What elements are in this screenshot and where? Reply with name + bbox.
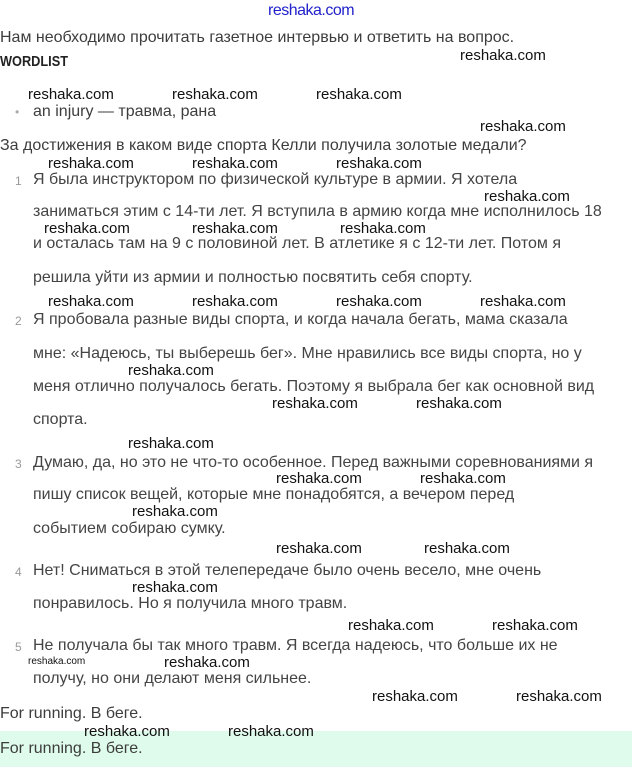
site-logo[interactable]: reshaka.com — [268, 2, 355, 19]
wordlist-item: an injury — травма, рана — [33, 103, 217, 120]
question-text: За достижения в каком виде спорта Келли получила золотые медали? — [0, 137, 527, 154]
watermark-text-small: reshaka.com — [28, 656, 86, 667]
intro-text: Нам необходимо прочитать газетное интервью и ответить на вопрос. — [0, 29, 515, 46]
paragraph-line: решила уйти из армии и полностью посвятить себя спорту. — [33, 269, 473, 286]
watermark-text: reshaka.com — [228, 723, 314, 740]
watermark-text: reshaka.com — [492, 617, 578, 634]
paragraph-line: получу, но они делают меня сильнее. — [33, 670, 312, 687]
watermark-text: reshaka.com — [316, 86, 402, 103]
watermark-text: reshaka.com — [336, 293, 422, 310]
answer-highlight-text: For running. В беге. — [0, 740, 143, 757]
paragraph-line: и осталась там на 9 с половиной лет. В атлетике я с 12-ти лет. Потом я — [33, 235, 562, 252]
watermark-text: reshaka.com — [336, 155, 422, 172]
watermark-text: reshaka.com — [192, 220, 278, 237]
watermark-text: reshaka.com — [192, 293, 278, 310]
watermark-text: reshaka.com — [480, 293, 566, 310]
watermark-text: reshaka.com — [460, 47, 546, 64]
watermark-text: reshaka.com — [276, 540, 362, 557]
watermark-text: reshaka.com — [272, 395, 358, 412]
watermark-text: reshaka.com — [128, 435, 214, 452]
watermark-text: reshaka.com — [340, 220, 426, 237]
answer-text: For running. В беге. — [0, 705, 143, 722]
paragraph-line: Нет! Сниматься в этой телепередаче было очень весело, мне очень — [33, 562, 542, 579]
watermark-text: reshaka.com — [132, 579, 218, 596]
paragraph-line: Я пробовала разные виды спорта, и когда начала бегать, мама сказала — [33, 311, 568, 328]
watermark-text: reshaka.com — [164, 654, 250, 671]
paragraph-number: 5 — [15, 640, 22, 654]
paragraph-number: 3 — [15, 457, 22, 471]
wordlist-heading: WORDLIST — [0, 53, 68, 70]
watermark-text: reshaka.com — [372, 688, 458, 705]
paragraph-line: мне: «Надеюсь, ты выберешь бег». Мне нравились все виды спорта, но у — [33, 345, 582, 362]
paragraph-number: 4 — [15, 565, 22, 579]
watermark-text: reshaka.com — [48, 155, 134, 172]
paragraph-number: 2 — [15, 314, 22, 328]
watermark-text: reshaka.com — [480, 118, 566, 135]
watermark-text: reshaka.com — [420, 470, 506, 487]
paragraph-line: понравилось. Но я получила много травм. — [33, 595, 348, 612]
watermark-text: reshaka.com — [416, 395, 502, 412]
watermark-text: reshaka.com — [516, 688, 602, 705]
watermark-text: reshaka.com — [424, 540, 510, 557]
watermark-text: reshaka.com — [132, 503, 218, 520]
watermark-text: reshaka.com — [276, 470, 362, 487]
paragraph-line: меня отлично получалось бегать. Поэтому я выбрала бег как основной вид — [33, 378, 595, 395]
watermark-text: reshaka.com — [172, 86, 258, 103]
watermark-text: reshaka.com — [484, 188, 570, 205]
paragraph-line: событием собираю сумку. — [33, 520, 226, 537]
paragraph-line: заниматься этим с 14-ти лет. Я вступила в армию когда мне исполнилось 18 — [33, 203, 602, 220]
watermark-text: reshaka.com — [28, 86, 114, 103]
watermark-text: reshaka.com — [84, 723, 170, 740]
watermark-text: reshaka.com — [348, 617, 434, 634]
paragraph-line: Не получала бы так много травм. Я всегда надеюсь, что больше их не — [33, 637, 558, 654]
watermark-text: reshaka.com — [192, 155, 278, 172]
paragraph-line: Думаю, да, но это не что-то особенное. Перед важными соревнованиями я — [33, 454, 594, 471]
paragraph-number: 1 — [15, 174, 22, 188]
paragraph-line: Я была инструктором по физической культуре в армии. Я хотела — [33, 171, 518, 188]
paragraph-line: пишу список вещей, которые мне понадобятся, а вечером перед — [33, 486, 515, 503]
watermark-text: reshaka.com — [48, 293, 134, 310]
watermark-text: reshaka.com — [44, 220, 130, 237]
paragraph-line: спорта. — [33, 411, 88, 428]
bullet-icon: • — [15, 105, 20, 119]
watermark-text: reshaka.com — [128, 362, 214, 379]
